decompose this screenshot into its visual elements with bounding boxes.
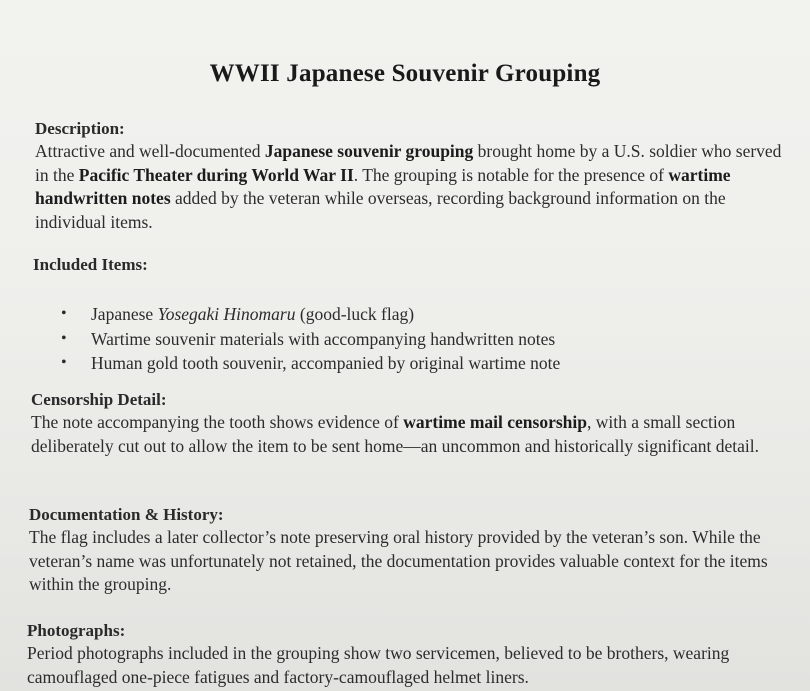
photographs-heading: Photographs: xyxy=(27,621,126,640)
description-text-part: . The grouping is notable for the presence of xyxy=(353,164,669,185)
list-item-text: (good-luck flag) xyxy=(295,304,415,324)
censorship-heading: Censorship Detail: xyxy=(31,390,167,409)
documentation-text: The flag includes a later collector’s note preserving oral history provided by the veteran’s son. While the veteran’s name was unfortunately not retained, the documentation provides valuable context for the items within the grouping. xyxy=(29,527,768,594)
description-bold-1: Japanese souvenir grouping xyxy=(264,141,474,161)
censorship-bold: wartime mail censorship xyxy=(403,412,587,432)
list-item xyxy=(61,302,793,327)
censorship-text-part: The note accompanying the tooth shows evidence of xyxy=(31,412,404,432)
included-items-heading: Included Items: xyxy=(33,255,148,274)
description-text-part: Attractive and well-documented xyxy=(35,141,265,161)
description-text xyxy=(35,140,795,234)
description-bold-3: wartime handwritten notes xyxy=(35,164,731,208)
list-item xyxy=(61,351,793,376)
description-heading: Description: xyxy=(35,119,125,138)
description-text-part: added by the veteran while overseas, recording background information on the individual items. xyxy=(35,188,726,232)
list-item-text: Japanese xyxy=(91,304,158,324)
censorship-text xyxy=(31,411,791,458)
description-section xyxy=(35,118,795,234)
description-bold-2: Pacific Theater during World War II xyxy=(78,164,354,185)
bullet-icon: • xyxy=(61,329,67,347)
documentation-heading: Documentation & History: xyxy=(29,505,224,524)
list-item-italic: Yosegaki Hinomaru xyxy=(157,304,296,324)
page-title: WWII Japanese Souvenir Grouping xyxy=(209,60,601,87)
photographs-section xyxy=(27,620,802,689)
list-item xyxy=(61,327,793,352)
included-items-list xyxy=(33,302,793,376)
list-item-text: Human gold tooth souvenir, accompanied by original wartime note xyxy=(91,353,561,373)
documentation-section xyxy=(29,504,799,597)
included-items-section xyxy=(33,254,793,376)
censorship-text-part: , with a small section deliberately cut out to allow the item to be sent home—an uncommon and historically significant detail. xyxy=(31,412,760,456)
bullet-icon: • xyxy=(61,354,67,371)
photographs-text: Period photographs included in the grouping show two servicemen, believed to be brothers, wearing camouflaged one-piece fatigues and factory-camouflaged helmet liners. xyxy=(27,643,730,687)
censorship-section xyxy=(31,389,791,458)
list-item-text: Wartime souvenir materials with accompanying handwritten notes xyxy=(91,328,556,349)
bullet-icon: • xyxy=(61,305,67,322)
description-text-part: brought home by a U.S. soldier who served in the xyxy=(35,141,782,185)
